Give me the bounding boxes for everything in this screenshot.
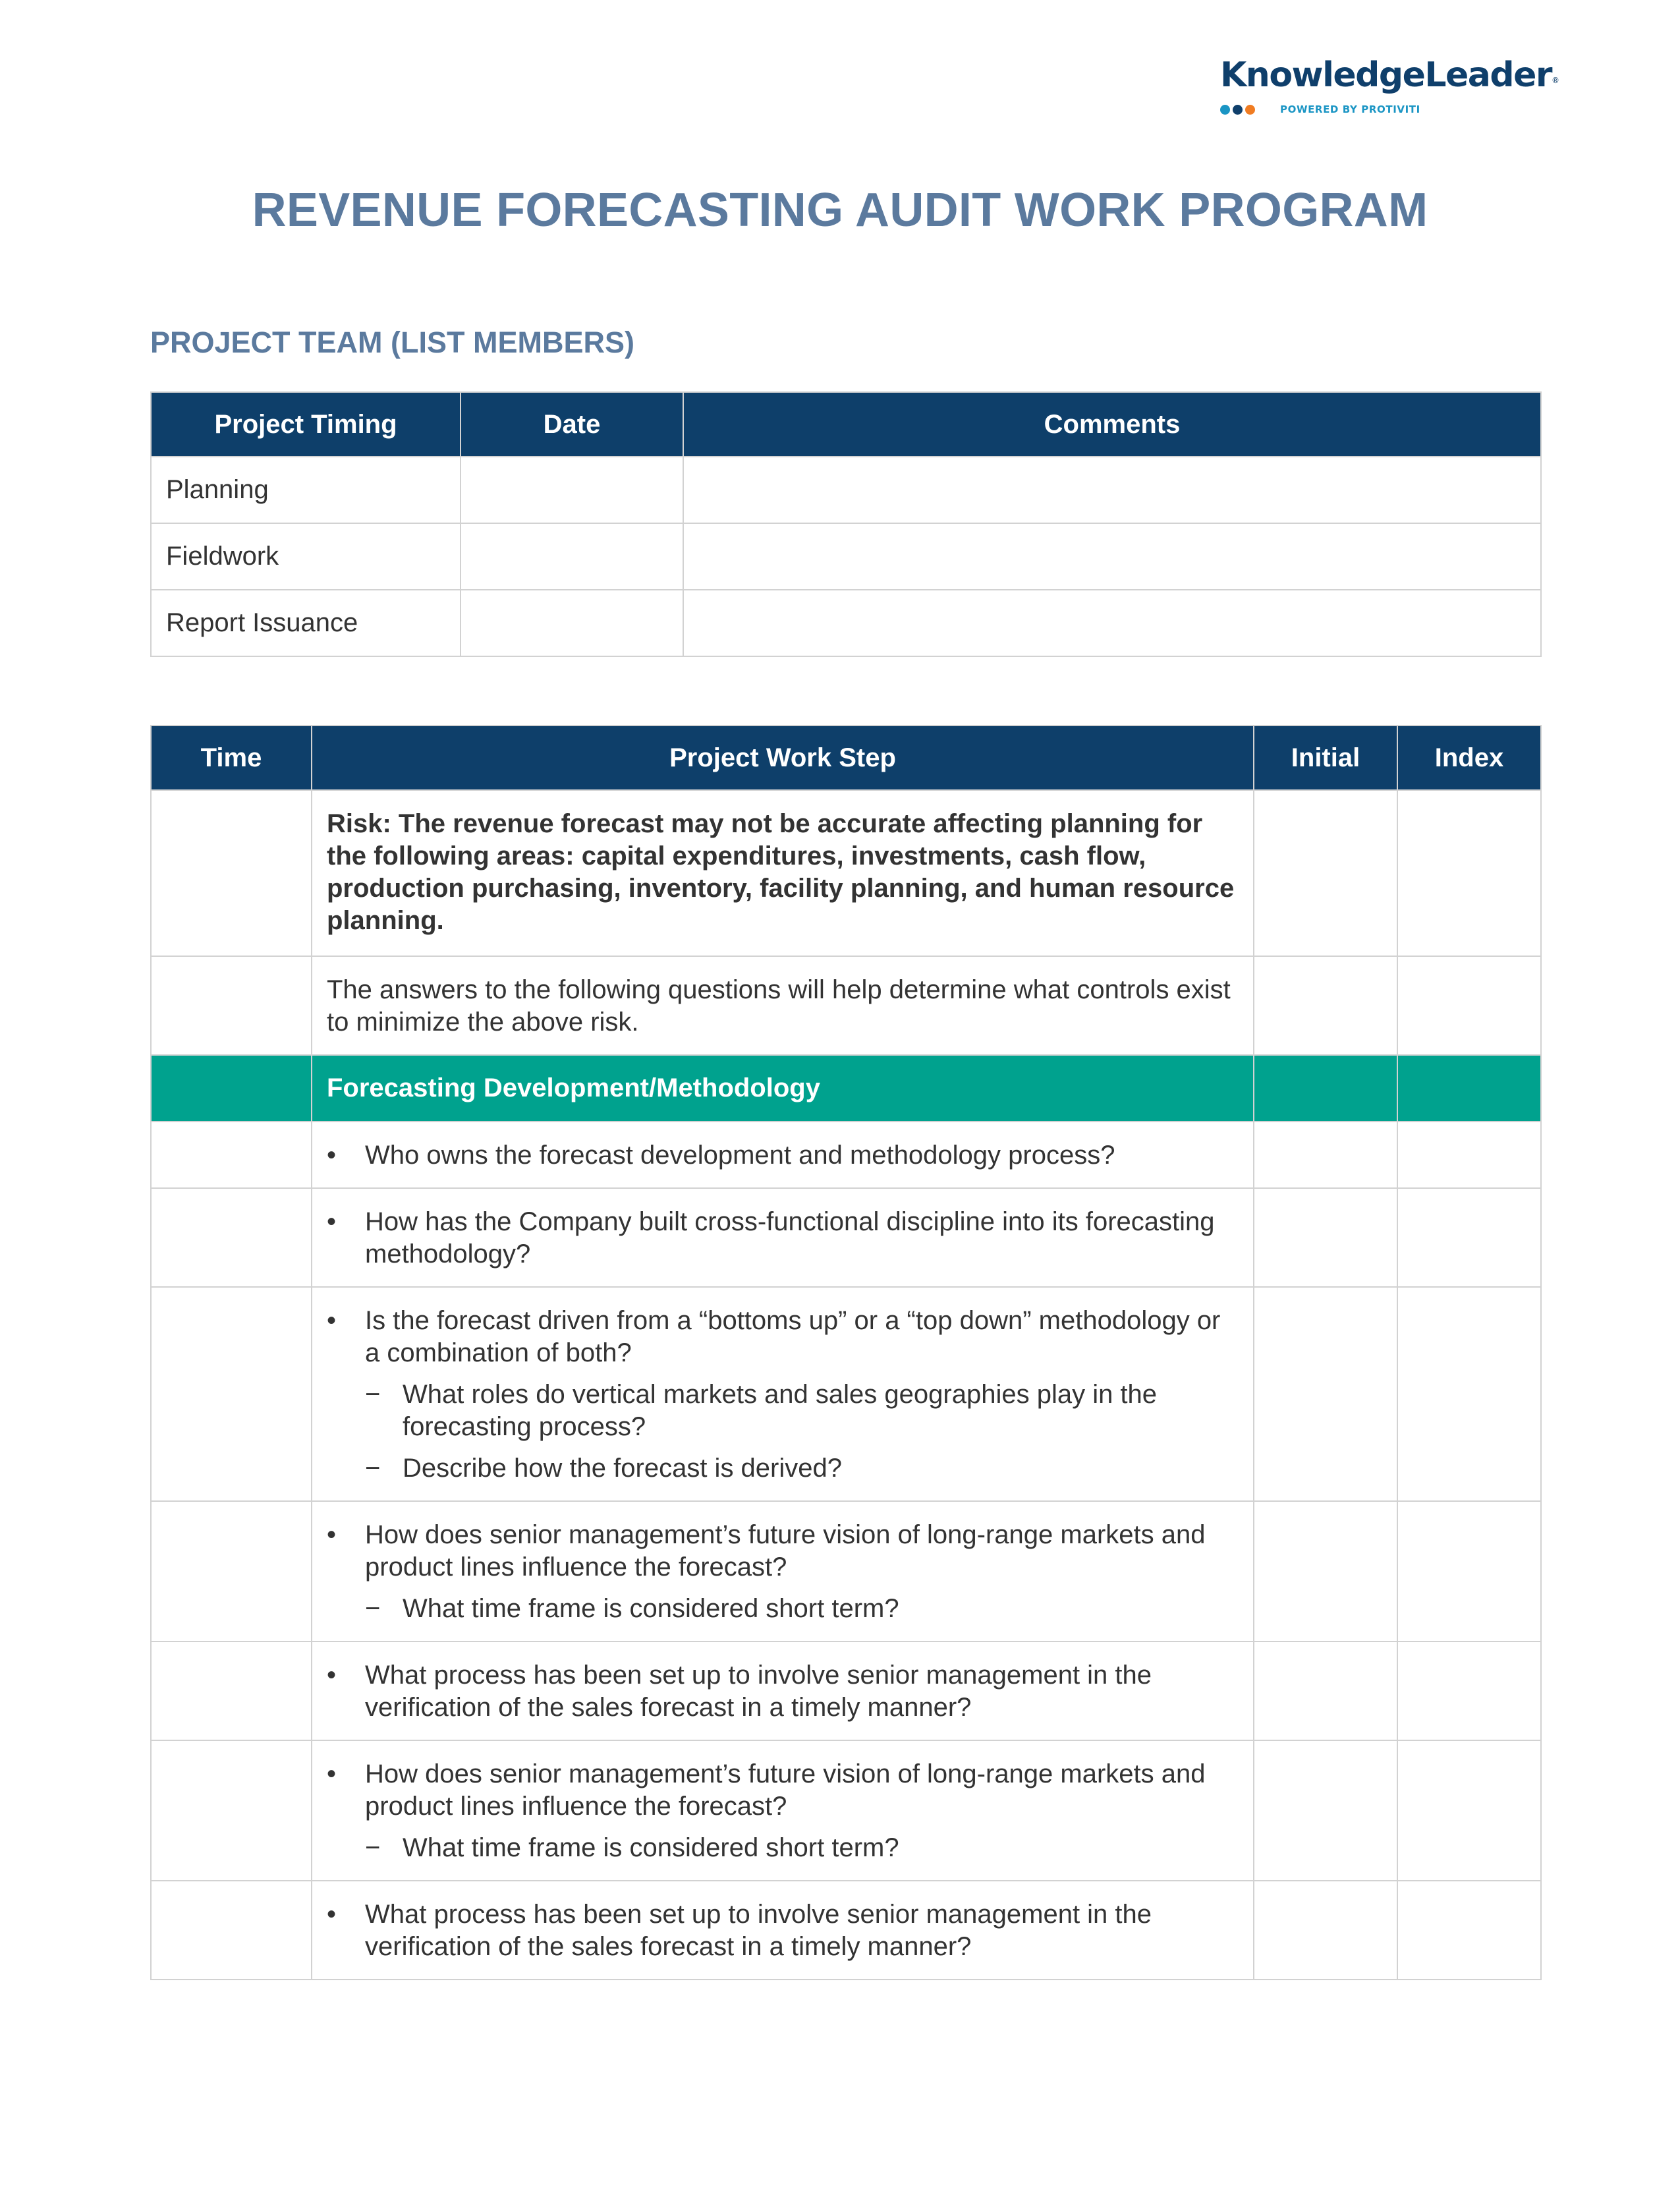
initial-cell[interactable]: [1254, 1188, 1397, 1287]
header-project-timing: Project Timing: [151, 392, 461, 457]
initial-cell[interactable]: [1254, 1055, 1397, 1122]
work-step-cell: [312, 1501, 1254, 1641]
risk-row: [151, 790, 1541, 956]
step-question: • How does senior management’s future vision of long-range markets and product lines influence the forecast?: [327, 1519, 1239, 1584]
initial-cell[interactable]: [1254, 1881, 1397, 1980]
header-comments: Comments: [683, 392, 1541, 457]
risk-statement: Risk: The revenue forecast may not be accurate affecting planning for the following areas: capital expenditures, investments, cash flow, production purchasing, inventory, facility planning, and human resource planning.: [327, 809, 1235, 935]
time-cell[interactable]: [151, 1641, 312, 1740]
logo-name: KnowledgeLeader: [1220, 55, 1552, 95]
timing-row-planning: [151, 457, 1541, 523]
work-header-row: [151, 726, 1541, 790]
logo-tagline-row: [1220, 101, 1536, 117]
header-time: Time: [151, 726, 312, 790]
time-cell[interactable]: [151, 956, 312, 1055]
timing-row-fieldwork: [151, 523, 1541, 590]
initial-cell[interactable]: [1254, 1641, 1397, 1740]
index-cell[interactable]: [1397, 1055, 1541, 1122]
work-step-cell: [312, 1740, 1254, 1881]
step-question: • Who owns the forecast development and methodology process?: [327, 1139, 1239, 1172]
step-question: • How has the Company built cross-functional discipline into its forecasting methodology?: [327, 1206, 1239, 1270]
time-cell[interactable]: [151, 1740, 312, 1881]
header-initial: Initial: [1254, 726, 1397, 790]
initial-cell[interactable]: [1254, 790, 1397, 956]
logo-wordmark: [1220, 55, 1559, 95]
work-step-cell: [312, 956, 1254, 1055]
work-step-cell: [312, 1287, 1254, 1501]
section-title: PROJECT TEAM (LIST MEMBERS): [150, 326, 635, 359]
comments-cell[interactable]: [683, 523, 1541, 590]
initial-cell[interactable]: [1254, 1287, 1397, 1501]
index-cell[interactable]: [1397, 1501, 1541, 1641]
step-row: [151, 1501, 1541, 1641]
knowledgeleader-logo: [1220, 55, 1559, 117]
time-cell[interactable]: [151, 1501, 312, 1641]
index-cell[interactable]: [1397, 1641, 1541, 1740]
initial-cell[interactable]: [1254, 1501, 1397, 1641]
step-sub-question: − What roles do vertical markets and sales geographies play in the forecasting process?: [327, 1379, 1239, 1443]
time-cell[interactable]: [151, 1287, 312, 1501]
work-step-cell: [312, 1122, 1254, 1188]
step-row: [151, 1287, 1541, 1501]
logo-tagline: POWERED BY PROTIVITI: [1280, 103, 1420, 115]
timing-row-report-issuance: [151, 590, 1541, 656]
work-step-cell: [312, 790, 1254, 956]
timing-label: Fieldwork: [151, 523, 461, 590]
timing-label: Planning: [151, 457, 461, 523]
intro-row: [151, 956, 1541, 1055]
index-cell[interactable]: [1397, 1122, 1541, 1188]
section-heading-row: [151, 1055, 1541, 1122]
comments-cell[interactable]: [683, 590, 1541, 656]
time-cell[interactable]: [151, 1122, 312, 1188]
date-cell[interactable]: [461, 523, 683, 590]
work-step-cell: [312, 1188, 1254, 1287]
index-cell[interactable]: [1397, 1740, 1541, 1881]
step-sub-question: − What time frame is considered short term?: [327, 1593, 1239, 1625]
index-cell[interactable]: [1397, 1188, 1541, 1287]
timing-header-row: [151, 392, 1541, 457]
logo-dot-blue-icon: [1220, 105, 1230, 115]
logo-dot-orange-icon: [1245, 105, 1255, 115]
step-row: [151, 1641, 1541, 1740]
step-row: [151, 1740, 1541, 1881]
work-step-cell: [312, 1641, 1254, 1740]
step-question: • Is the forecast driven from a “bottoms up” or a “top down” methodology or a combination of both?: [327, 1305, 1239, 1369]
time-cell[interactable]: [151, 790, 312, 956]
index-cell[interactable]: [1397, 790, 1541, 956]
time-cell[interactable]: [151, 1881, 312, 1980]
work-program-table: [150, 725, 1542, 1980]
step-row: [151, 1122, 1541, 1188]
step-question: • What process has been set up to involve senior management in the verification of the sales forecast in a timely manner?: [327, 1898, 1239, 1963]
time-cell[interactable]: [151, 1055, 312, 1122]
section-heading: Forecasting Development/Methodology: [312, 1055, 1254, 1122]
header-project-work-step: Project Work Step: [312, 726, 1254, 790]
date-cell[interactable]: [461, 457, 683, 523]
step-row: [151, 1188, 1541, 1287]
step-question: • How does senior management’s future vision of long-range markets and product lines influence the forecast?: [327, 1758, 1239, 1823]
step-question: • What process has been set up to involve senior management in the verification of the sales forecast in a timely manner?: [327, 1659, 1239, 1724]
step-sub-question: − Describe how the forecast is derived?: [327, 1452, 1239, 1485]
index-cell[interactable]: [1397, 1881, 1541, 1980]
project-timing-table: [150, 391, 1542, 657]
comments-cell[interactable]: [683, 457, 1541, 523]
initial-cell[interactable]: [1254, 1740, 1397, 1881]
document-title: REVENUE FORECASTING AUDIT WORK PROGRAM: [252, 184, 1428, 237]
work-step-cell: [312, 1881, 1254, 1980]
date-cell[interactable]: [461, 590, 683, 656]
logo-dot-navy-icon: [1233, 105, 1243, 115]
index-cell[interactable]: [1397, 956, 1541, 1055]
step-sub-question: − What time frame is considered short term?: [327, 1832, 1239, 1864]
header-index: Index: [1397, 726, 1541, 790]
time-cell[interactable]: [151, 1188, 312, 1287]
initial-cell[interactable]: [1254, 1122, 1397, 1188]
header-date: Date: [461, 392, 683, 457]
step-row: [151, 1881, 1541, 1980]
registered-mark: ®: [1552, 76, 1559, 85]
timing-label: Report Issuance: [151, 590, 461, 656]
index-cell[interactable]: [1397, 1287, 1541, 1501]
intro-text: The answers to the following questions will help determine what controls exist to minimize the above risk.: [327, 975, 1231, 1037]
initial-cell[interactable]: [1254, 956, 1397, 1055]
